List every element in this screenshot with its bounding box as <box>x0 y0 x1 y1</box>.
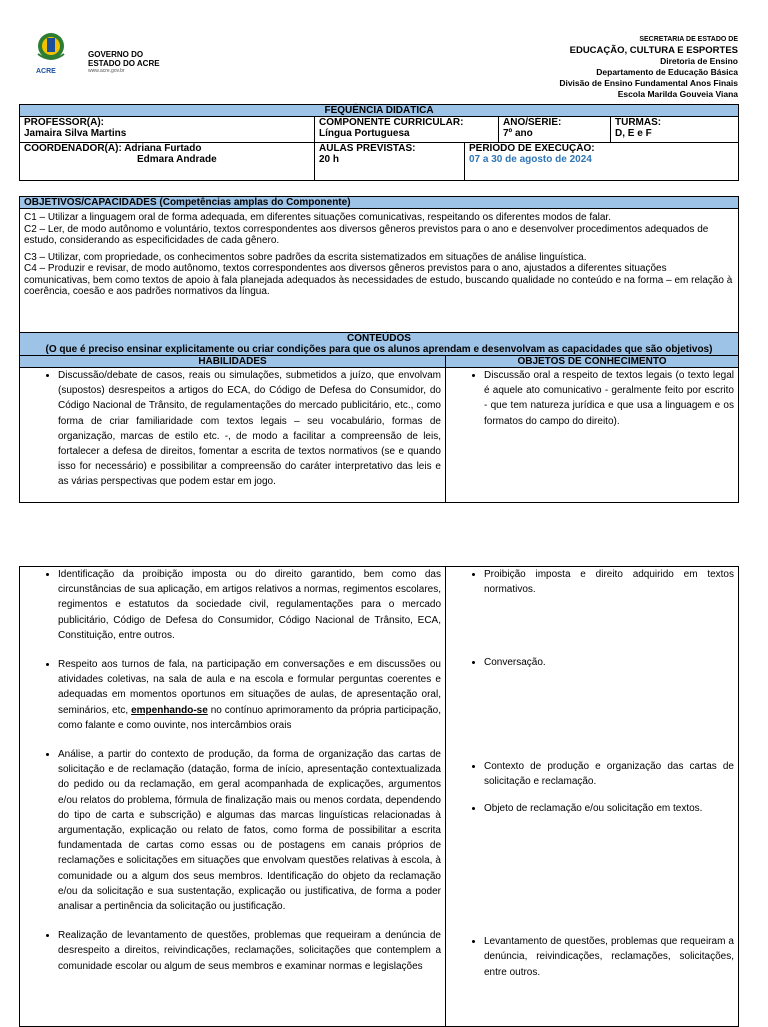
objectives-heading: OBJETIVOS/CAPACIDADES (Competências amplas do Componente) <box>20 197 739 209</box>
coordenador-cell: COORDENADOR(A): Adriana Furtado Edmara Andrade <box>20 143 315 181</box>
ano-cell: ANO/SÉRIE: 7º ano <box>499 117 611 143</box>
list-item: • Discussão/debate de casos, reais ou simulações, submetidos a juízo, que envolvam (supostos) desrespeitos a artigos do ECA, do Código de Defesa do Consumidor, do Código Nacional de Trânsito, de regulamentações do mercado publicitário, etc., como forma de criar familiaridade com textos legais – seu vocabulário, formas de organização, marcas de estilo etc. -, de modo a facilitar a compreensão de leis, fortalecer a defesa de direitos, fomentar a escrita de textos normativos (se e quando isso for necessário) e possibilitar a compreensão do caráter interpretativo das leis e as várias perspectivas que podem estar em jogo. <box>58 368 441 490</box>
header-secretaria: SECRETARIA DE ESTADO DE <box>639 36 738 43</box>
logo-acre-text: ACRE <box>36 68 56 75</box>
aulas-cell: AULAS PREVISTAS: 20 h <box>315 143 465 181</box>
continuation-table <box>19 566 738 1027</box>
periodo-cell: PERÍODO DE EXECUÇÃO: 07 a 30 de agosto de 2024 <box>465 143 739 181</box>
list-item: • Identificação da proibição imposta ou do direito garantido, bem como das circunstâncias de sua aplicação, em artigos relativos a normas, regimentos escolares, regimentos e estatutos da sociedade civil, regulamentações para o mercado publicitário, Código de Defesa do Consumidor, Código Nacional de Trânsito, ECA, Constituição, entre outros. <box>58 567 441 643</box>
habilidades-column <box>20 567 446 1027</box>
institution-header <box>378 34 738 100</box>
objetos-header: OBJETOS DE CONHECIMENTO <box>446 356 739 368</box>
government-logo <box>30 30 170 80</box>
habilidade-cell <box>20 368 446 503</box>
contents-heading: CONTEÚDOS (O que é preciso ensinar explicitamente ou criar condições para que os alunos aprendam e desenvolvam as capacidades que são objetivos) <box>20 333 739 356</box>
list-item: • Análise, a partir do contexto de produção, da forma de organização das cartas de solicitação e de reclamação (datação, forma de início, apresentação contextualizada do pedido ou da reclamação, em geral acompanhada de explicações, argumentos e/ou relatos do problema, fórmula de finalização mais ou menos cordata, dependendo do tipo de carta e subscrição) e algumas das marcas linguísticas relacionadas à argumentação, explicação ou relato de fatos, como forma de possibilitar a escrita fundamentada de cartas como essas ou de postagens em canais próprios de reclamações e solicitações em situações que envolvam questões relativas à escola, à comunidade ou a algum dos seus membros. Identificação do objeto da reclamação e/ou da solicitação e sua sustentação, explicação ou justificativa, de forma a poder analisar a pertinência da solicitação ou justificação. <box>58 747 441 914</box>
periodo-value: 07 a 30 de agosto de 2024 <box>469 154 592 165</box>
objeto-cell <box>446 368 739 503</box>
list-item: • Objeto de reclamação e/ou solicitação em textos. <box>484 801 734 816</box>
objective-c4: C4 – Produzir e revisar, de modo autônomo, textos correspondentes aos diversos gêneros previstos para o ano, ajustados a diferentes situações comunicativas, bem como textos de apoio à fala planejada adequados às necessidades de estudo, buscando qualidade no conteúdo e na forma – em relação à coerência, coesão e aos padrões normativos da língua. <box>24 263 733 297</box>
list-item: • Respeito aos turnos de fala, na participação em conversações e em discussões ou atividades coletivas, na sala de aula e na escola e formular perguntas coerentes e adequadas em momentos oportunos em situações de aulas, de apresentação oral, seminários, etc, empenhando-se no contínuo aprimoramento da própria participação, como falante e como ouvinte, nos intercâmbios orais <box>58 657 441 733</box>
logo-site: www.acre.gov.br <box>88 68 125 74</box>
sequence-info-table <box>19 104 738 181</box>
list-item: • Realização de levantamento de questões, problemas que requeiram a denúncia de desrespeito a direitos, reivindicações, reclamações, solicitações que contemplem a comunidade escolar ou algum de seus membros e examinar normas e legislações <box>58 928 441 974</box>
list-item: • Discussão oral a respeito de textos legais (o texto legal é aquele ato comunicativo - geralmente feito por escrito - que tem natureza jurídica e que usa a linguagem e os formatos do campo do direito). <box>484 368 734 429</box>
header-departamento: Departamento de Educação Básica <box>596 67 738 77</box>
list-item: • Levantamento de questões, problemas que requeiram a denúncia, reivindicações, reclamações, solicitações, entre outros. <box>484 934 734 980</box>
logo-title: GOVERNO DO ESTADO DO ACRE <box>88 50 160 68</box>
list-item: • Contexto de produção e organização das cartas de solicitação e reclamação. <box>484 759 734 789</box>
turmas-cell: TURMAS: D, E e F <box>611 117 739 143</box>
list-item: • Conversação. <box>484 655 734 670</box>
header-divisao: Divisão de Ensino Fundamental Anos Finais <box>559 78 738 88</box>
objectives-body <box>20 209 739 333</box>
objectives-contents-table <box>19 196 738 503</box>
objective-c1: C1 – Utilizar a linguagem oral de forma adequada, em diferentes situações comunicativas, respeitando os diferentes modos de falar. <box>24 212 611 223</box>
emphasis-text: empenhando-se <box>131 704 208 716</box>
list-item: • Proibição imposta e direito adquirido em textos normativos. <box>484 567 734 597</box>
objetos-column <box>446 567 739 1027</box>
header-diretoria: Diretoria de Ensino <box>660 56 738 66</box>
professor-cell: PROFESSOR(A): Jamaira Silva Martins <box>20 117 315 143</box>
header-educacao: EDUCAÇÃO, CULTURA E ESPORTES <box>569 45 738 56</box>
habilidades-header: HABILIDADES <box>20 356 446 368</box>
objective-c2: C2 – Ler, de modo autônomo e voluntário, textos correspondentes aos diversos gêneros previstos para o ano e desenvolver procedimentos adequados de estudo, considerando as especificidades de cada gênero. <box>24 223 709 246</box>
componente-cell: COMPONENTE CURRICULAR: Língua Portuguesa <box>315 117 499 143</box>
sequence-title: FEQUÊNCIA DIDÁTICA <box>20 105 739 117</box>
header-escola: Escola Marilda Gouveia Viana <box>617 89 738 99</box>
objective-c3: C3 – Utilizar, com propriedade, os conhecimentos sobre padrões da escrita sistematizados em situações de análise linguística. <box>24 251 587 263</box>
